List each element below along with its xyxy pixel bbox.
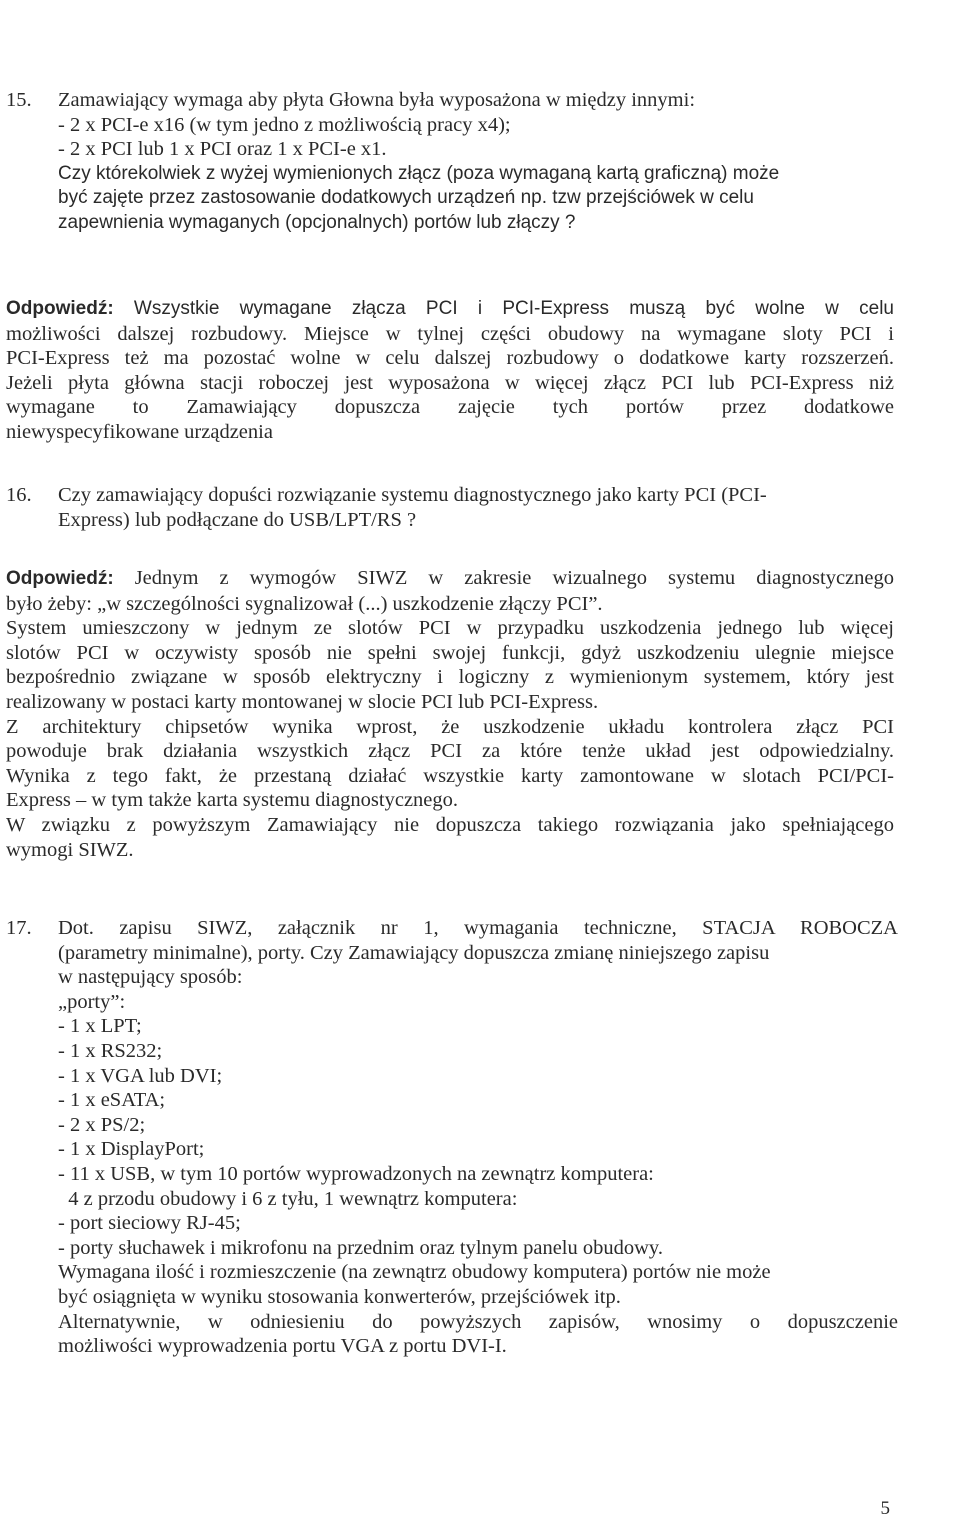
text-line: Wynika z tego fakt, że przestaną działać wszystkie karty zamontowane w slotach PCI/PCI- [6,764,894,787]
list-item: - 1 x DisplayPort; [58,1138,205,1161]
text-line: możliwości dalszej rozbudowy. Miejsce w tylnej części obudowy na wymagane sloty PCI i [6,322,894,345]
text-line: Z architektury chipsetów wynika wprost, że uszkodzenie układu kontrolera złącz PCI [6,715,894,738]
question-number: 15. [6,89,32,111]
answer-label: Odpowiedź: [6,568,114,589]
text-line: Wymagana ilość i rozmieszczenie (na zewnątrz obudowy komputera) portów nie może [58,1261,771,1284]
list-item: - 11 x USB, w tym 10 portów wyprowadzonych na zewnątrz komputera: [58,1162,654,1185]
text-line: Alternatywnie, w odniesieniu do powyższych zapisów, wnosimy o dopuszczenie [58,1310,898,1333]
text-line: Jeżeli płyta główna stacji roboczej jest wyposażona w więcej złącz PCI lub PCI-Express niż [6,371,894,394]
text-line: Express – w tym także karta systemu diagnostycznego. [6,789,459,812]
text-line: slotów PCI w oczywisty sposób nie spełni swojej funkcji, gdyż uszkodzeniu ulegnie miejsce [6,641,894,664]
question-text [58,916,898,1359]
question-number: 17. [6,917,32,939]
text-line: „porty”: [58,990,126,1013]
text-line: być osiągnięta w wyniku stosowania konwerterów, przejściówek itp. [58,1285,621,1308]
text-line: możliwości wyprowadzenia portu VGA z portu DVI-I. [58,1335,507,1358]
list-item: - 1 x LPT; [58,1015,142,1038]
text-line: - 2 x PCI-e x16 (w tym jedno z możliwością pracy x4); [58,113,511,136]
text-line: wymogi SIWZ. [6,838,134,861]
answer-first-line [6,297,894,322]
text-line: (parametry minimalne), porty. Czy Zamawiający dopuszcza zmianę niniejszego zapisu [58,941,770,964]
text-line: Czy którekolwiek z wyżej wymienionych złącz (poza wymaganą kartą graficzną) może [58,162,780,184]
list-item: - port sieciowy RJ-45; [58,1212,241,1235]
text-line: Czy zamawiający dopuści rozwiązanie systemu diagnostycznego jako karty PCI (PCI- [58,484,767,506]
text-line: realizowany w postaci karty montowanej w slocie PCI lub PCI-Express. [6,690,599,713]
question-number: 16. [6,484,32,506]
text-line: System umieszczony w jednym ze slotów PCI w przypadku uszkodzenia jednego lub więcej [6,617,894,640]
question-text [58,88,898,236]
text-line: było żeby: „w szczególności sygnalizował (...) uszkodzenie złączy PCI”. [6,592,603,615]
answer-15 [6,297,894,445]
text-line: w następujący sposób: [58,966,243,989]
text-line: niewyspecyfikowane urządzenia [6,420,273,443]
text-line: - 2 x PCI lub 1 x PCI oraz 1 x PCI-e x1. [58,138,387,161]
text-line: zapewnienia wymaganych (opcjonalnych) portów lub złączy ? [58,211,576,233]
page-number: 5 [880,1498,890,1519]
text-line: Dot. zapisu SIWZ, załącznik nr 1, wymagania techniczne, STACJA ROBOCZA [58,917,898,939]
answer-16 [6,566,894,862]
text-line: Zamawiający wymaga aby płyta Głowna była wyposażona w między innymi: [58,89,696,111]
list-item: - 1 x eSATA; [58,1089,166,1112]
list-item: 4 z przodu obudowy i 6 z tyłu, 1 wewnątrz komputera: [58,1187,518,1210]
list-item: - 2 x PS/2; [58,1113,146,1136]
text-line: powoduje brak działania wszystkich złącz PCI za które tenże układ jest odpowiedzialny. [6,740,894,763]
text-line: PCI-Express też ma pozostać wolne w celu dalszej rozbudowy o dodatkowe karty rozszerzeń. [6,347,894,370]
list-item: - 1 x VGA lub DVI; [58,1064,223,1087]
text-line: być zajęte przez zastosowanie dodatkowych urządzeń np. tzw przejściówek w celu [58,187,754,209]
text-line: wymagane to Zamawiający dopuszcza zajęcie tych portów przez dodatkowe [6,396,894,419]
text-line: Jednym z wymogów SIWZ w zakresie wizualnego systemu diagnostycznego [134,567,894,589]
text-line: Wszystkie wymagane złącza PCI i PCI-Express muszą być wolne w celu [133,298,894,319]
text-line: bezpośrednio związane w sposób elektryczny i logiczny z wymienionym systemem, który jest [6,666,894,689]
list-item: - porty słuchawek i mikrofonu na przednim oraz tylnym panelu obudowy. [58,1236,663,1259]
question-text [58,483,898,532]
text-line: W związku z powyższym Zamawiający nie dopuszcza takiego rozwiązania jako spełniającego [6,813,894,836]
answer-first-line [6,566,894,592]
list-item: - 1 x RS232; [58,1039,163,1062]
answer-label: Odpowiedź: [6,298,114,319]
text-line: Express) lub podłączane do USB/LPT/RS ? [58,508,417,531]
